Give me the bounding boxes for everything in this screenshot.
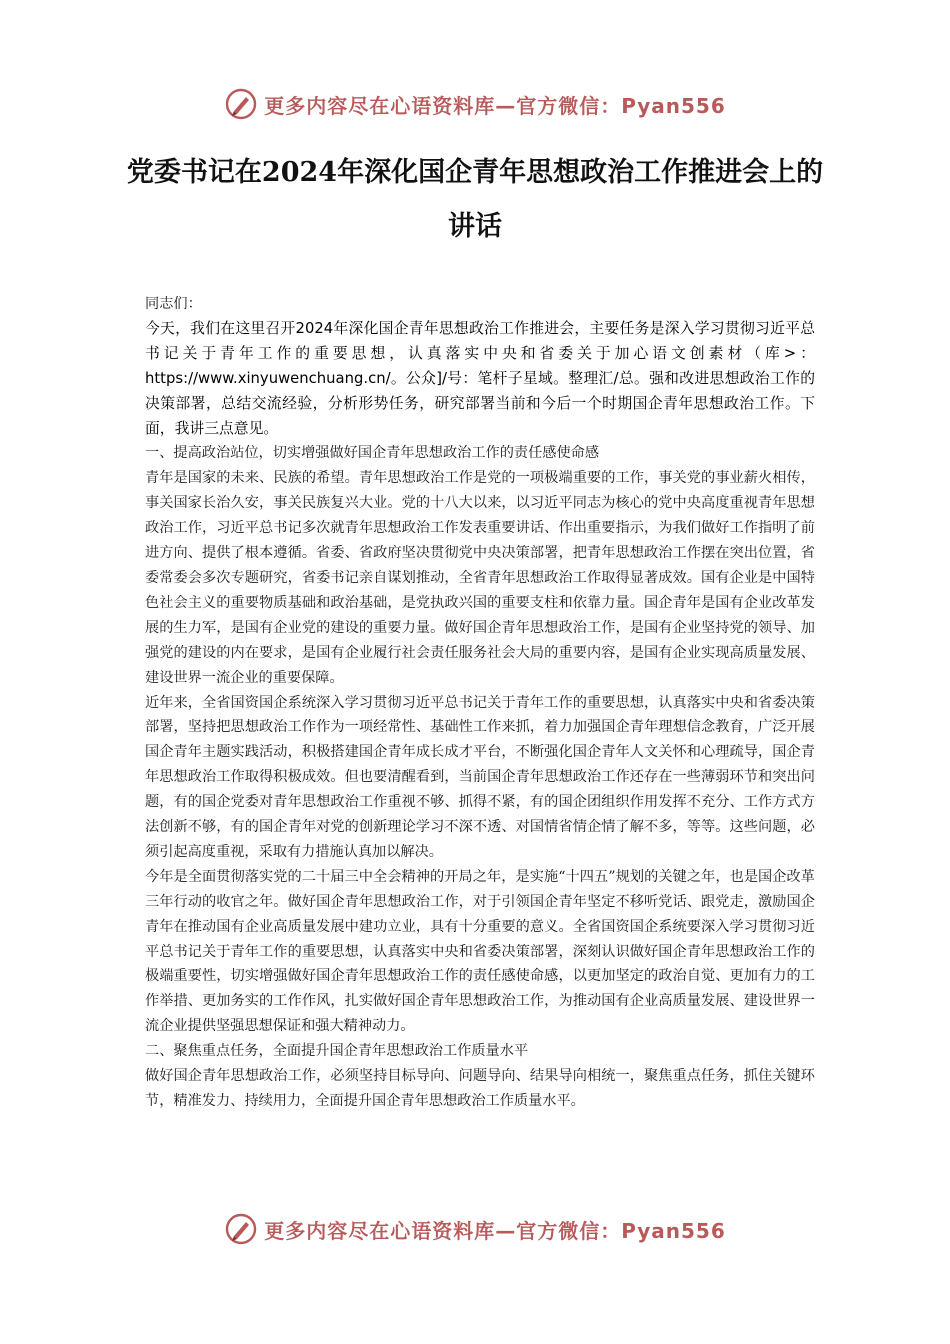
paragraph-2: 近年来，全省国资国企系统深入学习贯彻习近平总书记关于青年工作的重要思想，认真落实中央和省委决策部署，坚持把思想政治工作作为一项经常性、基础性工作来抓，着力加强国企青年理想信念教育，广泛开展国企青年主题实践活动，积极搭建国企青年成长成才平台，不断强化国企青年人文关怀和心理疏导，国企青年思想政治工作取得积极成效。但也要清醒看到，当前国企青年思想政治工作还存在一些薄弱环节和突出问题，有的国企党委对青年思想政治工作重视不够、抓得不紧，有的国企团组织作用发挥不充分、工作方式方法创新不够，有的国企青年对党的创新理论学习不深不透、对国情省情企情了解不多，等等。这些问题，必须引起高度重视，采取有力措施认真加以解决。 [145,694,815,860]
salutation: 同志们： [145,296,202,312]
section-heading-1: 一、提高政治站位，切实增强做好国企青年思想政治工作的责任感使命感 [145,445,600,462]
document-body [145,292,815,1114]
header-banner [0,84,950,124]
paragraph-3: 今年是全面贯彻落实党的二十届三中全会精神的开局之年，是实施“十四五”规划的关键之年，也是国企改革三年行动的收官之年。做好国企青年思想政治工作，对于引领国企青年坚定不移听党话、跟党走，激励国企青年在推动国有企业高质量发展中建功立业，具有十分重要的意义。全省国资国企系统要深入学习贯彻习近平总书记关于青年工作的重要思想，认真落实中央和省委决策部署，深刻认识做好国企青年思想政治工作的极端重要性，切实增强做好国企青年思想政治工作的责任感使命感，以更加坚定的政治自觉、更加有力的工作举措、更加务实的工作作风，扎实做好国企青年思想政治工作，为推动国有企业高质量发展、建设世界一流企业提供坚强思想保证和强大精神动力。 [145,868,815,1035]
pen-logo-icon [224,1212,258,1246]
footer-banner [0,1209,950,1249]
paragraph-1: 青年是国家的未来、民族的希望。青年思想政治工作是党的一项极端重要的工作，事关党的事业薪火相传，事关国家长治久安，事关民族复兴大业。党的十八大以来，以习近平同志为核心的党中央高度重视青年思想政治工作，习近平总书记多次就青年思想政治工作发表重要讲话、作出重要指示，为我们做好工作指明了前进方向、提供了根本遵循。省委、省政府坚决贯彻党中央决策部署，把青年思想政治工作摆在突出位置，省委常委会多次专题研究，省委书记亲自谋划推动，全省青年思想政治工作取得显著成效。国有企业是中国特色社会主义的重要物质基础和政治基础，是党执政兴国的重要支柱和依靠力量。国企青年是国有企业改革发展的生力军，是国有企业党的建设的重要力量。做好国企青年思想政治工作，是国有企业坚持党的领导、加强党的建设的内在要求，是国有企业履行社会责任服务社会大局的重要内容，是国有企业实现高质量发展、建设世界一流企业的重要保障。 [145,470,815,686]
intro-paragraph: 今天，我们在这里召开2024年深化国企青年思想政治工作推进会，主要任务是深入学习贯彻习近平总书记关于青年工作的重要思想，认真落实中央和省委关于加心语文创素材（库>：https://www.xinyuwenchuang.cn/。公众]/号：笔杆子星域。整理汇/总。强和改进思想政治工作的决策部署，总结交流经验，分析形势任务，研究部署当前和今后一个时期国企青年思想政治工作。下面，我讲三点意见。 [145,319,815,437]
section-heading-2: 二、聚焦重点任务，全面提升国企青年思想政治工作质量水平 [145,1043,529,1060]
pen-logo-icon [224,87,258,121]
banner-text: 更多内容尽在心语资料库—官方微信：Pyan556 [264,1218,726,1243]
page-title: 党委书记在2024年深化国企青年思想政治工作推进会上的讲话 [126,157,824,242]
paragraph-4: 做好国企青年思想政治工作，必须坚持目标导向、问题导向、结果导向相统一，聚焦重点任务，抓住关键环节，精准发力、持续用力，全面提升国企青年思想政治工作质量水平。 [145,1068,815,1109]
banner-text: 更多内容尽在心语资料库—官方微信：Pyan556 [264,93,726,118]
